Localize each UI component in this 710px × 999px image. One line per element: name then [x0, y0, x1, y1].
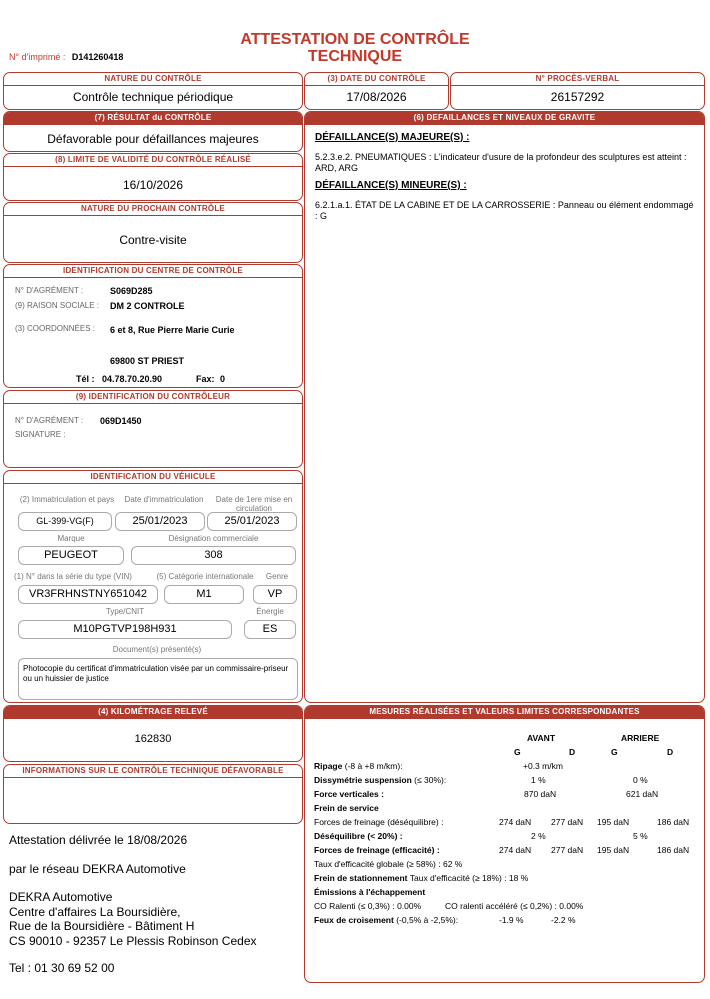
ffe-arriere-g: 195 daN [597, 845, 630, 855]
dissym-row: Dissymétrie suspension (≤ 30%): [314, 775, 447, 785]
ffe-arriere-d: 186 daN [657, 845, 690, 855]
next-control-value: Contre-visite [119, 233, 187, 247]
centre-fax-label: Fax: [196, 374, 215, 384]
date-box [304, 72, 449, 110]
centre-address1: 6 et 8, Rue Pierre Marie Curie [110, 325, 235, 335]
deseq-row: Déséquilibre (< 20%) : [314, 831, 403, 841]
km-value: 162830 [134, 733, 172, 745]
ripage-value: +0.3 m/km [523, 761, 563, 771]
energie-value: ES [244, 620, 296, 639]
date-immat-value: 25/01/2023 [115, 512, 205, 531]
footer-network: par le réseau DEKRA Automotive [9, 862, 186, 876]
forces-f-eff-label: Forces de freinage (efficacité) : [314, 845, 440, 855]
validity-value: 16/10/2026 [122, 178, 184, 192]
centre-address2: 69800 ST PRIEST [110, 356, 185, 366]
genre-value: VP [253, 585, 297, 604]
defaillances-box [304, 111, 705, 703]
signature-label: SIGNATURE : [15, 430, 66, 439]
nature-header: NATURE DU CONTRÔLE [4, 73, 302, 86]
result-header: (7) RÉSULTAT du CONTRÔLE [4, 112, 302, 125]
marque-value: PEUGEOT [18, 546, 124, 565]
feux-row: Feux de croisement (-0,5% à -2,5%): [314, 915, 459, 925]
next-control-header: NATURE DU PROCHAIN CONTRÔLE [4, 203, 302, 216]
avant-g: G [514, 747, 521, 757]
result-box [3, 111, 303, 152]
defaillances-header: (6) DEFAILLANCES ET NIVEAUX DE GRAVITE [305, 112, 704, 125]
centre-box [3, 264, 303, 388]
vehicle-header: IDENTIFICATION DU VÉHICULE [4, 471, 302, 484]
forces-f-deseq-label: Forces de freinage (déséquilibre) : [314, 817, 444, 827]
controleur-header: (9) IDENTIFICATION DU CONTRÔLEUR [4, 391, 302, 404]
date-circ-label: Date de 1ere mise en circulation [215, 495, 293, 513]
km-header: (4) KILOMÉTRAGE RELEVÉ [4, 706, 302, 719]
co-ralenti: CO Ralenti (≤ 0,3%) : 0.00% [314, 901, 422, 911]
docs-value: Photocopie du certificat d'immatriculation visée par un commissaire-priseur ou un huissier de justice [18, 658, 298, 700]
dissym-avant: 1 % [531, 775, 546, 785]
ffe-avant-g: 274 daN [499, 845, 532, 855]
centre-header: IDENTIFICATION DU CENTRE DE CONTRÔLE [4, 265, 302, 278]
result-value: Défavorable pour défaillances majeures [47, 132, 259, 146]
vin-value: VR3FRHNSTNY651042 [18, 585, 158, 604]
date-header: (3) DATE DU CONTRÔLE [305, 73, 448, 86]
designation-value: 308 [131, 546, 296, 565]
categorie-label: (5) Catégorie internationale [156, 572, 254, 581]
document-title: ATTESTATION DE CONTRÔLE TECHNIQUE [240, 31, 470, 65]
footer-delivered: Attestation délivrée le 18/08/2026 [9, 833, 188, 847]
avant-header: AVANT [527, 733, 556, 743]
type-label: Type/CNIT [105, 607, 145, 616]
frein-service: Frein de service [314, 803, 379, 813]
nature-box [3, 72, 303, 110]
immat-value: GL-399-VG(F) [18, 512, 112, 531]
mesures-box [304, 705, 705, 983]
info-header: INFORMATIONS SUR LE CONTRÔLE TECHNIQUE DÉFAVORABLE [4, 765, 302, 778]
centre-fax: 0 [220, 374, 226, 384]
ffd-arriere-d: 186 daN [657, 817, 690, 827]
forces-v-avant: 870 daN [524, 789, 557, 799]
deseq-arriere: 5 % [633, 831, 648, 841]
validity-header: (8) LIMITE DE VALIDITÉ DU CONTRÔLE RÉALISÉ [4, 154, 302, 167]
date-value: 17/08/2026 [346, 90, 407, 104]
printed-number-row [9, 52, 123, 62]
vin-label: (1) N° dans la série du type (VIN) [14, 572, 132, 581]
stationnement-row: Frein de stationnement Taux d'efficacité (≥ 18%) : 18 % [314, 873, 529, 883]
validity-box [3, 153, 303, 201]
ffe-avant-d: 277 daN [551, 845, 584, 855]
footer-tel: Tel : 01 30 69 52 00 [9, 961, 115, 975]
feux-g: -1.9 % [499, 915, 524, 925]
ripage-row: Ripage (-8 à +8 m/km): [314, 761, 403, 771]
emissions-label: Émissions à l'échappement [314, 887, 426, 897]
docs-label: Document(s) présenté(s) [112, 645, 202, 654]
energie-label: Énergie [256, 607, 284, 616]
avant-d: D [569, 747, 576, 757]
ffd-arriere-g: 195 daN [597, 817, 630, 827]
next-control-box [3, 202, 303, 263]
centre-tel-label: Tél : [76, 374, 95, 384]
centre-agrement: S069D285 [110, 286, 153, 296]
centre-agrement-label: N° D'AGRÉMENT : [15, 286, 84, 295]
categorie-value: M1 [164, 585, 244, 604]
major-text: 5.2.3.e.2. PNEUMATIQUES : L'indicateur d'usure de la profondeur des sculptures est atteint : ARD, ARG [315, 152, 687, 173]
forces-v-label: Force verticales : [314, 789, 384, 799]
forces-v-arriere: 621 daN [626, 789, 659, 799]
ffd-avant-d: 277 daN [551, 817, 584, 827]
arriere-d: D [667, 747, 674, 757]
feux-d: -2.2 % [551, 915, 576, 925]
major-title: DÉFAILLANCE(S) MAJEURE(S) : [315, 132, 470, 143]
dissym-arriere: 0 % [633, 775, 648, 785]
genre-label: Genre [265, 572, 289, 581]
controleur-box [3, 390, 303, 468]
controleur-agrement-label: N° D'AGRÉMENT : [15, 416, 84, 425]
taux-global: Taux d'efficacité globale (≥ 58%) : 62 % [314, 859, 463, 869]
co-accel: CO ralenti accéléré (≤ 0,2%) : 0.00% [445, 901, 584, 911]
marque-label: Marque [57, 534, 85, 543]
footer-line3: CS 90010 - 92357 Le Plessis Robinson Cedex [9, 934, 257, 948]
controleur-agrement: 069D1450 [100, 416, 142, 426]
designation-label: Désignation commerciale [168, 534, 259, 543]
km-box [3, 705, 303, 762]
vehicle-box [3, 470, 303, 703]
centre-coord-label: (3) COORDONNÉES : [15, 324, 96, 333]
minor-text: 6.2.1.a.1. ÉTAT DE LA CABINE ET DE LA CARROSSERIE : Panneau ou élément endommagé : G [315, 200, 694, 221]
centre-raison-label: (9) RAISON SOCIALE : [15, 301, 100, 310]
date-circ-value: 25/01/2023 [207, 512, 297, 531]
printed-number: D141260418 [71, 52, 124, 62]
deseq-avant: 2 % [531, 831, 546, 841]
footer-company: DEKRA Automotive [9, 890, 113, 904]
minor-title: DÉFAILLANCE(S) MINEURE(S) : [315, 180, 467, 191]
printed-number-label: N° d'imprimé : [9, 52, 66, 62]
pv-box [450, 72, 705, 110]
pv-header: N° PROCÈS-VERBAL [451, 73, 704, 86]
footer-line2: Rue de la Boursidière - Bâtiment H [9, 919, 195, 933]
immat-label: (2) Immatriculation et pays [19, 495, 115, 504]
type-value: M10PGTVP198H931 [18, 620, 232, 639]
centre-tel: 04.78.70.20.90 [102, 374, 163, 384]
ffd-avant-g: 274 daN [499, 817, 532, 827]
date-immat-label: Date d'immatriculation [124, 495, 204, 504]
arriere-header: ARRIERE [621, 733, 660, 743]
pv-value: 26157292 [550, 90, 605, 104]
arriere-g: G [611, 747, 618, 757]
centre-raison: DM 2 CONTROLE [110, 301, 185, 311]
info-box [3, 764, 303, 824]
footer-line1: Centre d'affaires La Boursidière, [9, 905, 181, 919]
mesures-header: MESURES RÉALISÉES ET VALEURS LIMITES CORRESPONDANTES [305, 706, 704, 719]
nature-value: Contrôle technique périodique [72, 90, 234, 104]
